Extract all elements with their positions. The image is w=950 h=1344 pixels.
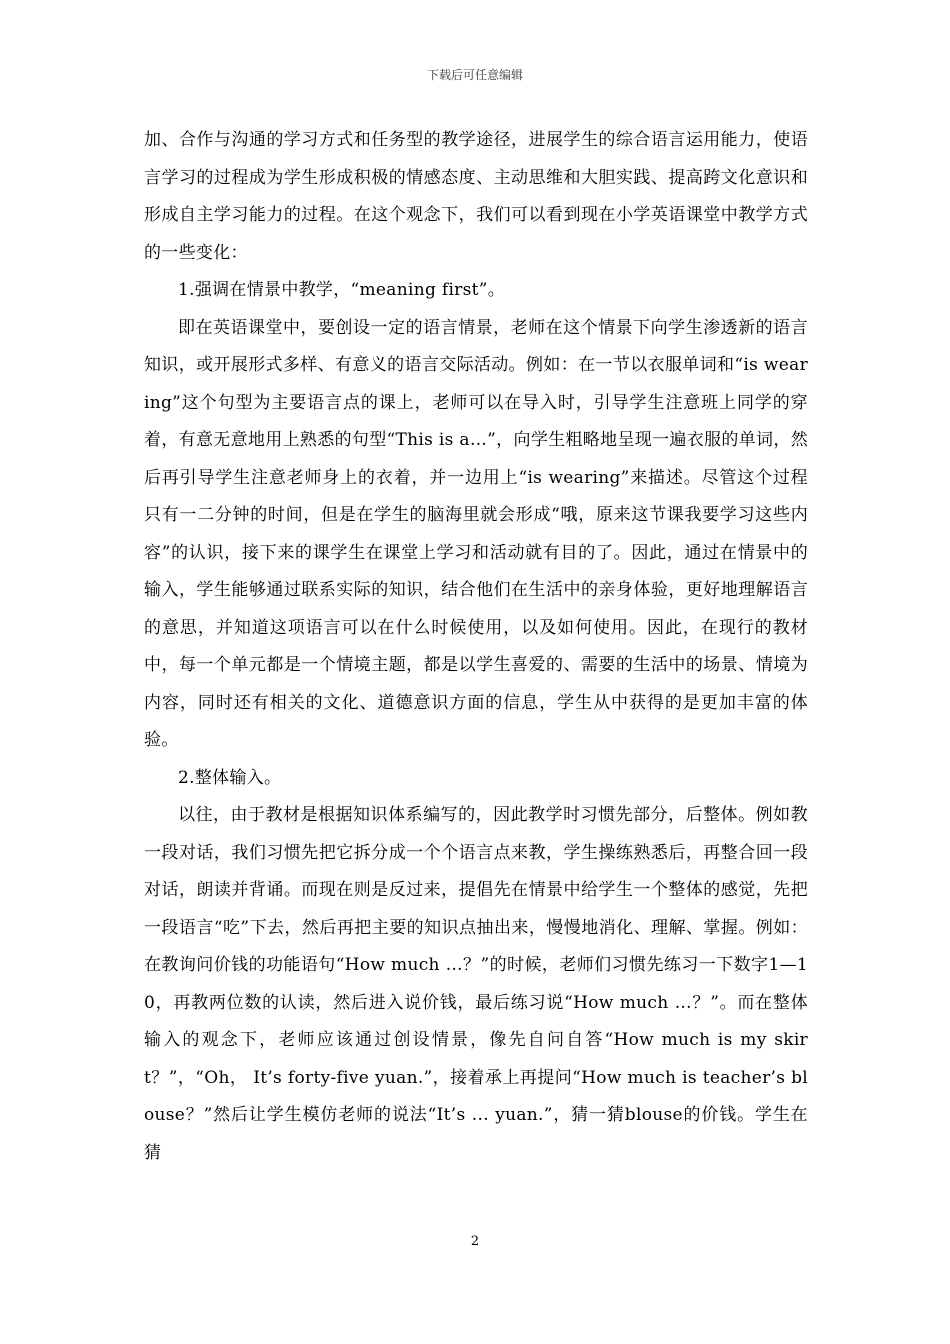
page-number: 2	[470, 1234, 480, 1249]
body-text	[144, 122, 808, 1172]
paragraph-intro: 加、合作与沟通的学习方式和任务型的教学途径，进展学生的综合语言运用能力，使语言学习的过程成为学生形成积极的情感态度、主动思维和大胆实践、提高跨文化意识和形成自主学习能力的过程。在这个观念下，我们可以看到现在小学英语课堂中教学方式的一些变化：	[144, 130, 808, 263]
heading-point-2: 2.整体输入。	[178, 767, 282, 788]
paragraph-point-2: 以往，由于教材是根据知识体系编写的，因此教学时习惯先部分，后整体。例如教一段对话，我们习惯先把它拆分成一个个语言点来教，学生操练熟悉后，再整合回一段对话，朗读并背诵。而现在则是反过来，提倡先在情景中给学生一个整体的感觉，先把一段语言“吃”下去，然后再把主要的知识点抽出来，慢慢地消化、理解、掌握。例如：在教询问价钱的功能语句“How much …？”的时候，老师们习惯先练习一下数字1—10，再教两位数的认读，然后进入说价钱，最后练习说“How much …？”。而在整体输入的观念下，老师应该通过创设情景，像先自问自答“How much is my skirt？”，“Oh， It’s forty-five yuan.”，接着承上再提问“How much is teacher’s blouse？”然后让学生模仿老师的说法“It’s ... yuan.”，猜一猜blouse的价钱。学生在猜	[144, 805, 808, 1163]
paragraph-point-1: 即在英语课堂中，要创设一定的语言情景，老师在这个情景下向学生渗透新的语言知识，或开展形式多样、有意义的语言交际活动。例如：在一节以衣服单词和“is wearing”这个句型为主要语言点的课上，老师可以在导入时，引导学生注意班上同学的穿着，有意无意地用上熟悉的句型“This is a…”，向学生粗略地呈现一遍衣服的单词，然后再引导学生注意老师身上的衣着，并一边用上“is wearing”来描述。尽管这个过程只有一二分钟的时间，但是在学生的脑海里就会形成“哦，原来这节课我要学习这些内容”的认识，接下来的课学生在课堂上学习和活动就有目的了。因此，通过在情景中的输入，学生能够通过联系实际的知识，结合他们在生活中的亲身体验，更好地理解语言的意思，并知道这项语言可以在什么时候使用，以及如何使用。因此，在现行的教材中，每一个单元都是一个情境主题，都是以学生喜爱的、需要的生活中的场景、情境为内容，同时还有相关的文化、道德意识方面的信息，学生从中获得的是更加丰富的体验。	[144, 317, 808, 750]
heading-point-1: 1.强调在情景中教学，“meaning first”。	[178, 280, 506, 300]
page-header: 下载后可任意编辑	[426, 68, 523, 82]
